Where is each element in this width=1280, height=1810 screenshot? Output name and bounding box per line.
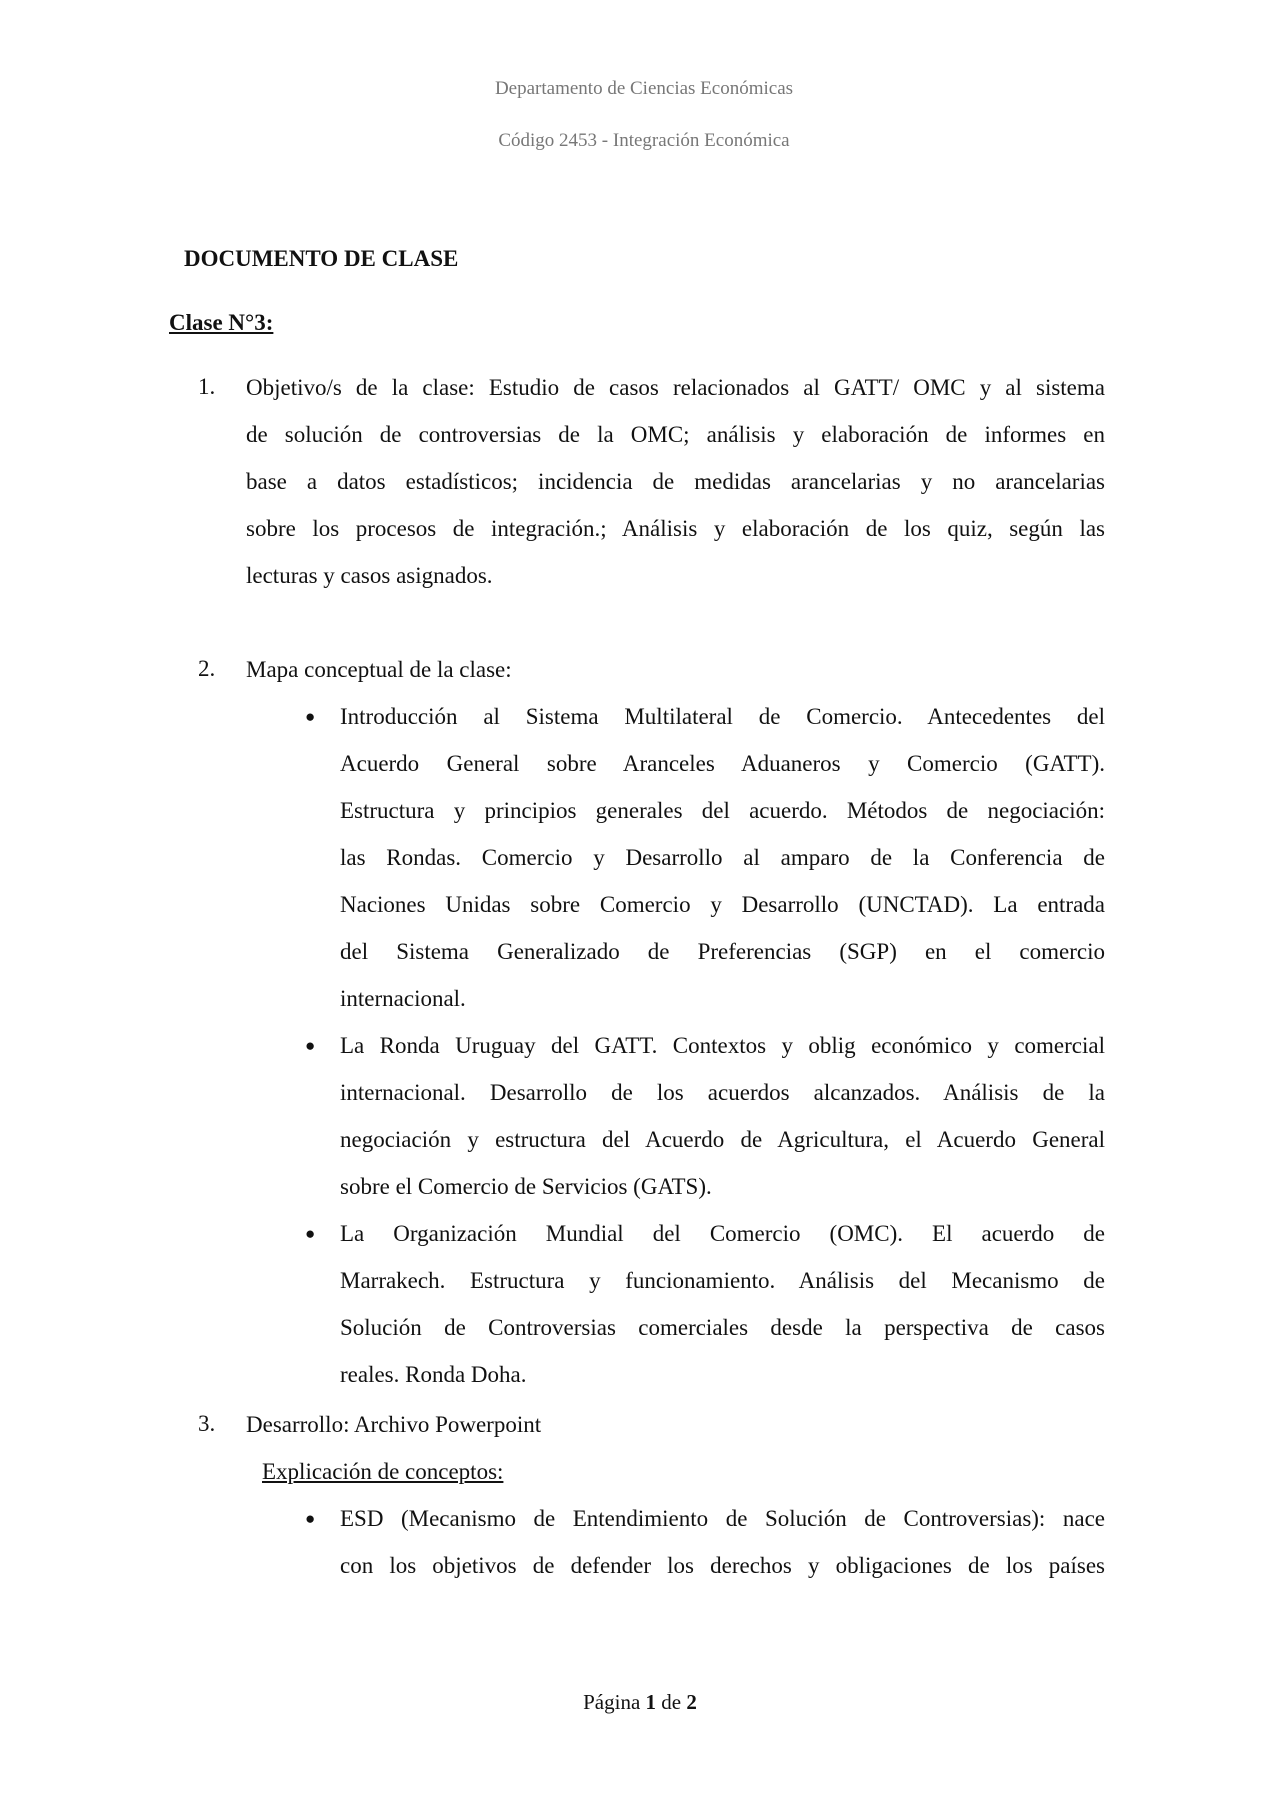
bullet-line: negociación y estructura del Acuerdo de Agricultura, el Acuerdo General [340,1127,1105,1152]
list-number: 1. [198,374,216,399]
header-course: Código 2453 - Integración Económica [498,130,790,151]
bullet-line: internacional. Desarrollo de los acuerdos alcanzados. Análisis de la [340,1080,1105,1105]
list-number: 3. [198,1411,216,1436]
footer-total-pages: 2 [686,1690,697,1714]
paragraph-line: base a datos estadísticos; incidencia de medidas arancelarias y no arancelarias [246,469,1105,494]
paragraph-line: Mapa conceptual de la clase: [246,657,512,682]
paragraph-line: Objetivo/s de la clase: Estudio de casos relacionados al GATT/ OMC y al sistema [246,375,1105,400]
subheading: Explicación de conceptos: [262,1459,504,1484]
page-footer [0,1690,1280,1715]
bullet-line: del Sistema Generalizado de Preferencias (SGP) en el comercio [340,939,1105,964]
bullet-line: Naciones Unidas sobre Comercio y Desarrollo (UNCTAD). La entrada [340,892,1105,917]
paragraph-line: lecturas y casos asignados. [246,563,493,588]
bullet-line: Introducción al Sistema Multilateral de Comercio. Antecedentes del [340,704,1105,729]
bullet-line: internacional. [340,986,466,1011]
bullet-line: Solución de Controversias comerciales desde la perspectiva de casos [340,1315,1105,1340]
bullet-line: Marrakech. Estructura y funcionamiento. Análisis del Mecanismo de [340,1268,1105,1293]
bullet-line: reales. Ronda Doha. [340,1362,527,1387]
header-department: Departamento de Ciencias Económicas [494,78,794,99]
class-label: Clase N°3: [169,310,274,335]
bullet-icon: ● [305,1509,316,1528]
paragraph-line: Desarrollo: Archivo Powerpoint [246,1412,542,1437]
bullet-line: las Rondas. Comercio y Desarrollo al amparo de la Conferencia de [340,845,1105,870]
bullet-icon: ● [305,1224,316,1243]
bullet-line: La Ronda Uruguay del GATT. Contextos y oblig económico y comercial [340,1033,1105,1058]
bullet-line: con los objetivos de defender los derechos y obligaciones de los países [340,1553,1105,1578]
document-title: DOCUMENTO DE CLASE [184,246,459,271]
footer-page-number: 1 [645,1690,657,1714]
bullet-line: ESD (Mecanismo de Entendimiento de Solución de Controversias): nace [340,1506,1105,1531]
bullet-line: sobre el Comercio de Servicios (GATS). [340,1174,712,1199]
paragraph-line: sobre los procesos de integración.; Análisis y elaboración de los quiz, según las [246,516,1105,541]
footer-middle: de [661,1690,682,1714]
bullet-icon: ● [305,707,316,726]
bullet-icon: ● [305,1036,316,1055]
bullet-line: Acuerdo General sobre Aranceles Aduaneros y Comercio (GATT). [340,751,1105,776]
paragraph-line: de solución de controversias de la OMC; análisis y elaboración de informes en [246,422,1105,447]
bullet-line: Estructura y principios generales del acuerdo. Métodos de negociación: [340,798,1105,823]
footer-prefix: Página [583,1690,641,1714]
list-number: 2. [198,656,216,681]
bullet-line: La Organización Mundial del Comercio (OMC). El acuerdo de [340,1221,1105,1246]
